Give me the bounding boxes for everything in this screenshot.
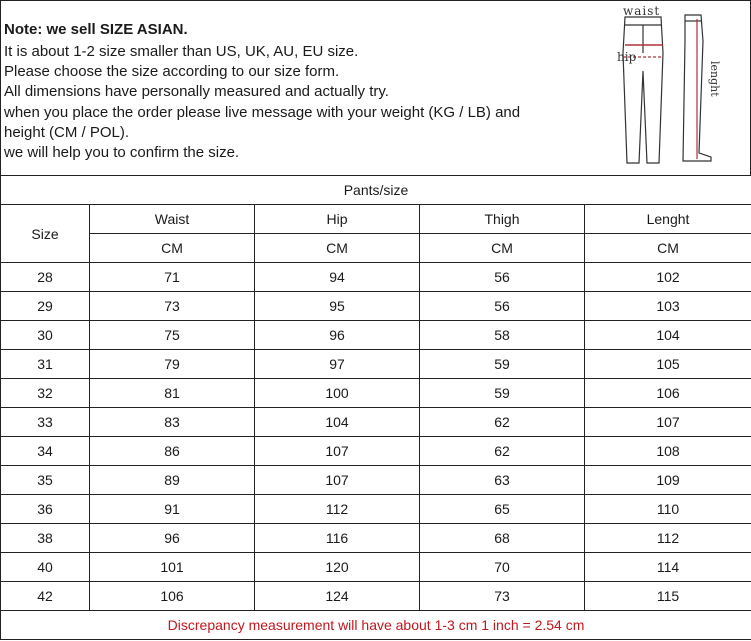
hip-cell: 95 [255, 292, 420, 321]
note-line: Please choose the size according to our size form. [4, 63, 340, 81]
length-cell: 108 [585, 437, 751, 466]
note-line: It is about 1-2 size smaller than US, UK, AU, EU size. [4, 43, 359, 60]
size-cell: 33 [1, 408, 90, 437]
size-cell: 29 [1, 292, 90, 321]
hip-cell: 104 [255, 408, 420, 437]
length-cell: 105 [585, 350, 751, 379]
waist-cell: 89 [90, 466, 255, 495]
waist-cell: 86 [90, 437, 255, 466]
unit-label: CM [420, 234, 585, 263]
unit-label: CM [255, 234, 420, 263]
hip-cell: 112 [255, 495, 420, 524]
note-lines [4, 42, 520, 163]
size-cell: 35 [1, 466, 90, 495]
table-row [1, 379, 751, 408]
hip-cell: 96 [255, 321, 420, 350]
column-header-hip: Hip [255, 205, 420, 234]
waist-cell: 71 [90, 263, 255, 292]
size-table [0, 175, 751, 640]
length-cell: 112 [585, 524, 751, 553]
table-row [1, 495, 751, 524]
thigh-cell: 56 [420, 292, 585, 321]
note-line: when you place the order please live message with your weight (KG / LB) and [4, 103, 521, 121]
waist-cell: 81 [90, 379, 255, 408]
length-cell: 102 [585, 263, 751, 292]
length-cell: 115 [585, 582, 751, 611]
length-label: lenght [708, 61, 721, 97]
thigh-cell: 59 [420, 379, 585, 408]
thigh-cell: 65 [420, 495, 585, 524]
table-row [1, 263, 751, 292]
size-cell: 36 [1, 495, 90, 524]
column-header-waist: Waist [90, 205, 255, 234]
length-cell: 114 [585, 553, 751, 582]
hip-cell: 107 [255, 437, 420, 466]
size-cell: 31 [1, 350, 90, 379]
size-cell: 38 [1, 524, 90, 553]
length-cell: 110 [585, 495, 751, 524]
note-line: we will help you to confirm the size. [4, 144, 240, 162]
hip-label: hip [617, 50, 637, 64]
hip-cell: 94 [255, 263, 420, 292]
length-cell: 104 [585, 321, 751, 350]
hip-cell: 107 [255, 466, 420, 495]
hip-cell: 120 [255, 553, 420, 582]
length-cell: 106 [585, 379, 751, 408]
thigh-cell: 73 [420, 582, 585, 611]
table-row [1, 408, 751, 437]
waist-cell: 83 [90, 408, 255, 437]
column-header-length: Lenght [585, 205, 751, 234]
thigh-cell: 62 [420, 408, 585, 437]
waist-cell: 79 [90, 350, 255, 379]
column-header-thigh: Thigh [420, 205, 585, 234]
pants-measurement-diagram [587, 1, 751, 177]
waist-label: waist [623, 4, 661, 18]
size-cell: 42 [1, 582, 90, 611]
table-row [1, 466, 751, 495]
waist-cell: 75 [90, 321, 255, 350]
unit-label: CM [585, 234, 751, 263]
hip-cell: 116 [255, 524, 420, 553]
pants-front-icon [623, 17, 663, 163]
waist-cell: 96 [90, 524, 255, 553]
size-note-panel [0, 0, 751, 176]
note-title: Note: we sell SIZE ASIAN. [4, 21, 188, 38]
length-cell: 109 [585, 466, 751, 495]
table-caption: Pants/size [1, 176, 751, 205]
hip-cell: 100 [255, 379, 420, 408]
table-row [1, 553, 751, 582]
thigh-cell: 68 [420, 524, 585, 553]
unit-label: CM [90, 234, 255, 263]
table-row [1, 350, 751, 379]
size-cell: 40 [1, 553, 90, 582]
thigh-cell: 58 [420, 321, 585, 350]
note-line: height (CM / POL). [4, 123, 130, 141]
size-cell: 34 [1, 437, 90, 466]
hip-cell: 97 [255, 350, 420, 379]
thigh-cell: 59 [420, 350, 585, 379]
length-cell: 107 [585, 408, 751, 437]
hip-cell: 124 [255, 582, 420, 611]
waist-cell: 101 [90, 553, 255, 582]
thigh-cell: 62 [420, 437, 585, 466]
size-cell: 30 [1, 321, 90, 350]
waist-cell: 91 [90, 495, 255, 524]
thigh-cell: 63 [420, 466, 585, 495]
thigh-cell: 70 [420, 553, 585, 582]
waist-cell: 106 [90, 582, 255, 611]
table-row [1, 321, 751, 350]
size-cell: 32 [1, 379, 90, 408]
length-cell: 103 [585, 292, 751, 321]
table-row [1, 437, 751, 466]
discrepancy-footer: Discrepancy measurement will have about 1-3 cm 1 inch = 2.54 cm [1, 611, 751, 640]
table-row [1, 292, 751, 321]
table-row [1, 582, 751, 611]
size-column-header: Size [1, 205, 90, 263]
note-line: All dimensions have personally measured and actually try. [4, 83, 389, 101]
thigh-cell: 56 [420, 263, 585, 292]
waist-cell: 73 [90, 292, 255, 321]
size-cell: 28 [1, 263, 90, 292]
table-row [1, 524, 751, 553]
